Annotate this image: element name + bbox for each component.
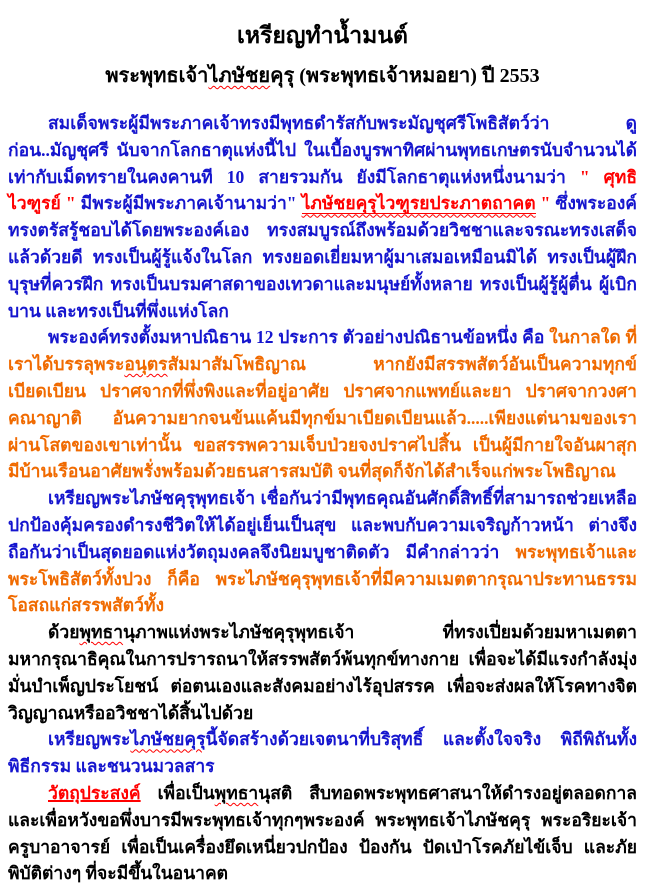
text-segment: วัตถุประสงค์ — [48, 782, 141, 803]
text-segment: นุสติ สืบทอดพระพุทธศาสนาให้ดำรงอยู่ตลอดกาล และเพื่อหวังขอพึ่งบารมีพระพุทธเจ้าทุกๆพระองค์ พระพุทธเจ้าไภษัชคุรุ พระอริยะเจ้า ครูบาอาจารย์ เพื่อเป็นเครื่องยึดเหนี่ยวปกป้อง ป้องกัน ปัดเป่าโรคภัยไข้เจ็บ และภัยพิบัติต่างๆ ที่จะมีขึ้นในอนาคต — [8, 782, 637, 884]
document-body — [8, 16, 637, 887]
doc-subtitle — [8, 56, 637, 96]
paragraph-twelve-vows — [8, 324, 637, 485]
text-segment: ไภษัชยคุรุ — [130, 729, 206, 750]
text-segment: สมเด็จพระผู้มีพระภาคเจ้าทรงมีพุทธดำรัสกับพระมัญชุศรีโพธิสัตว์ว่า ดูก่อน..มัญชุศรี นับจากโลกธาตุแห่งนี้ไป ในเบื้องบูรพาทิศผ่านพุทธเกษตรนับจำนวนได้เท่ากับเม็ดทรายในคงคานที 10 สายรวมกัน ยังมีโลกธาตุแห่งหนึ่งนามว่า — [8, 113, 637, 187]
text-segment: เหรียญทำน้ำมนต์ — [237, 23, 408, 48]
text-segment: พุทธา — [214, 782, 259, 803]
text-segment: ซึ่งพระองค์ทรงตรัสรู้ชอบได้โดยพระองค์เอง ทรงสมบูรณ์ถึงพร้อมด้วยวิชชาและจรณะทรงเสด็จแล้วด้วยดี ทรงเป็นผู้รู้แจ้งในโลก ทรงยอดเยี่ยมหาผู้มาเสมอเหมือนมิได้ ทรงเป็นผู้ฝึกบุรุษที่ควรฝึก ทรงเป็นบรมศาสดาของเทวดาและมนุษย์ทั้งหลาย ทรงเป็นผู้รู้ผู้ตื่น ผู้เบิกบาน และทรงเป็นที่พึ่งแห่งโลก — [8, 193, 637, 321]
paragraph-creation-intent — [8, 726, 637, 780]
text-segment: เหรียญพระไภษัชคุรุพุทธเจ้า เชื่อกันว่ามีพุทธคุณอันศักดิ์สิทธิ์ที่สามารถช่วยเหลือปกป้องคุ้มครองดำรงชีวิตให้ได้อยู่เย็นเป็นสุข และพบกับความเจริญก้าวหน้า ต่างจึงถือกันว่าเป็นสุดยอดแห่งวัตถุมงคลจึงนิยมบูชาติดตัว มีคำกล่าวว่า — [8, 488, 637, 562]
text-segment: นุภาพแห่งพระไภษัชคุรุพุทธเจ้า ที่ทรงเปี่ยมด้วยมหาเมตตา มหากรุณาธิคุณในการปรารถนาให้สรรพสัตว์พ้นทุกข์ทางกาย เพื่อจะได้มีแรงกำลังมุ่งมั่นบำเพ็ญประโยชน์ ต่อตนเองและสังคมอย่างไร้อุปสรรค เพื่อจะส่งผลให้โรคทางจิตวิญญาณหรืออวิชชาได้สิ้นไปด้วย — [8, 622, 637, 723]
text-segment: คุรุ (พระพุทธเจ้าหมอยา) ปี 2553 — [270, 65, 540, 87]
text-segment: มีพระผู้มีพระภาคเจ้านามว่า" — [80, 193, 302, 214]
doc-title — [8, 16, 637, 56]
text-segment: พุทธา — [79, 622, 124, 643]
paragraph-buddha-proclamation — [8, 110, 637, 324]
text-segment: นี้จัดสร้างด้วยเจตนาที่บริสุทธิ์ และตั้งใจจริง พิถีพิถันทั้งพิธีกรรม และชนวนมวลสาร — [8, 729, 637, 777]
text-segment: ไภษัชยคุรุไวฑูรยประภาตถาคต — [301, 193, 536, 214]
text-segment: พระพุทธเจ้า — [105, 65, 209, 87]
paragraph-purpose — [8, 780, 637, 887]
text-segment: อนุตร — [124, 354, 168, 375]
text-segment: เพื่อเป็น — [140, 782, 215, 803]
text-segment: " — [535, 193, 556, 214]
text-segment: เหรียญพระ — [48, 729, 131, 750]
text-segment: ไภษัชย — [208, 65, 271, 87]
text-segment: ในกาลใด ที่เราได้บรรลุพระ — [8, 327, 637, 375]
text-segment: พระพุทธเจ้าและพระโพธิสัตว์ทั้งปวง ก็คือ พระไภษัชคุรุพุทธเจ้าที่มีความเมตตากรุณาประทานธรรมโอสถแก่สรรพสัตว์ทั้ง — [8, 541, 637, 616]
text-segment: พระองค์ทรงตั้งมหาปณิธาน 12 ประการ ตัวอย่างปณิธานข้อหนึ่ง คือ — [48, 327, 550, 348]
text-segment: สัมมาสัมโพธิญาณ หากยังมีสรรพสัตว์อันเป็นความทุกข์เบียดเบียน ปราศจากที่พึ่งพิงและที่อยู่อาศัย ปราศจากแพทย์และยา ปราศจากวงศาคณาญาติ อันความยากจนข้นแค้นมีทุกข์มาเบียดเบียนแล้ว.....เพียงแต่นามของเราผ่านโสตของเขาเท่านั้น ขอสรรพความเจ็บป่วยจงปราศไปสิ้น เป็นผู้มีกายใจอันผาสุก มีบ้านเรือนอาศัยพรั่งพร้อมด้วยธนสารสมบัติ จนที่สุดก็จักได้สำเร็จแก่พระโพธิญาณ — [8, 354, 637, 482]
text-segment: " ศุทธิไวฑูรย์ " — [8, 166, 637, 214]
paragraph-buddha-power — [8, 619, 637, 726]
paragraph-amulet-virtues — [8, 485, 637, 619]
text-segment: ด้วย — [48, 622, 80, 643]
